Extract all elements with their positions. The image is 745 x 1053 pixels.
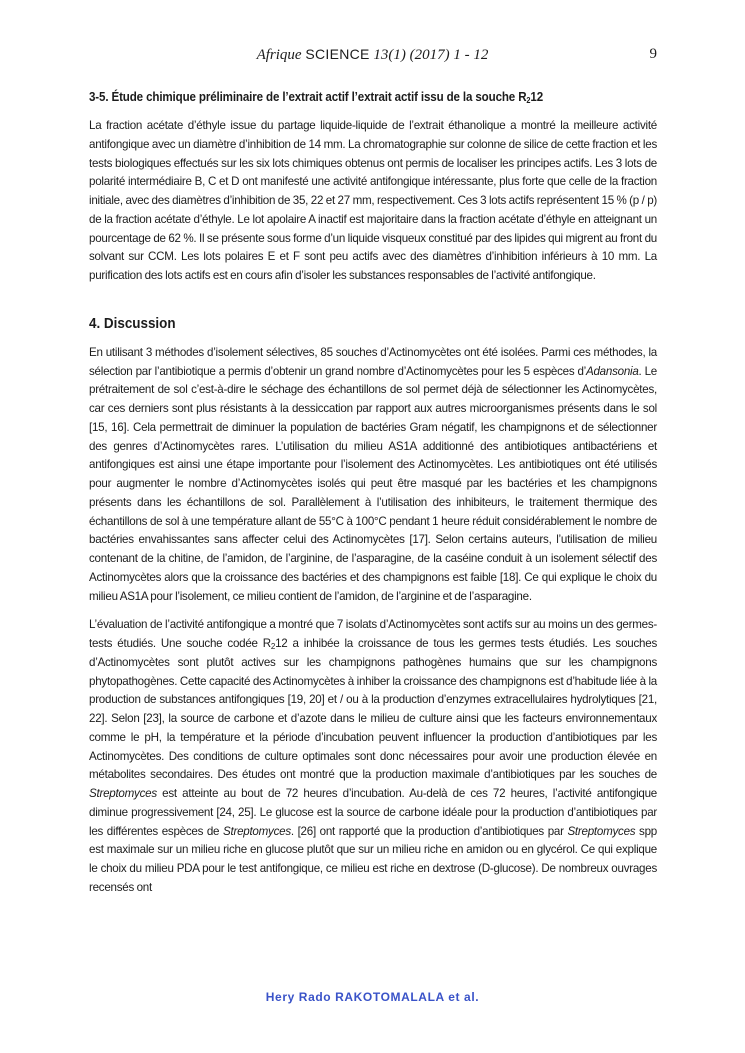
section-heading-3-5-suffix: 12	[530, 90, 544, 104]
p2-genus-streptomyces-2: Streptomyces	[223, 824, 291, 838]
journal-name-italic: Afrique	[256, 47, 302, 63]
journal-citation	[0, 46, 745, 64]
section-3-5-paragraph: La fraction acétate d’éthyle issue du partage liquide-liquide de l’extrait éthanolique a montré la meilleure activité antifongique avec un diamètre d’inhibition de 14 mm. La chromatographie sur colonne de silice de cette fraction et les tests biologiques effectués sur les six lots chimiques obtenus ont permis de localiser les principes actifs. Les 3 lots de polarité intermédiaire B, C et D ont manifesté une activité antifongique intéressante, plus forte que celle de la fraction initiale, avec des diamètres d’inhibition de 35, 22 et 27 mm, respectivement. Ces 3 lots actifs représentent 15 % (p / p) de la fraction acétate d’éthyle. Le lot apolaire A inactif est majoritaire dans la fraction acétate d’éthyle en atteignant un pourcentage de 62 %. Il se présente sous forme d’un liquide visqueux constitué par des lipides qui migrent au front du solvant sur CCM. Les lots polaires E et F sont peu actifs avec des diamètres d’inhibition inférieurs à 10 mm. La purification des lots actifs est en cours afin d’isoler les substances responsables de l’activité antifongique.	[89, 119, 657, 282]
p2-text-b: 12 a inhibée la croissance de tous les germes tests étudiés. Les souches d’Actinomycètes sont plutôt actives sur les champignons pathogènes humains que sur les champignons phytopathogènes. Cette capacité des Actinomycètes à inhiber la croissance des champignons est d’habitude liée à la production de substances antifongiques [19, 20] et / ou à la production d’enzymes extracellulaires hydrolytiques [21, 22]. Selon [23], la source de carbone et d’azote dans le milieu de culture ainsi que les facteurs environnementaux comme le pH, la température et la période d’incubation peuvent influencer la production d’antibiotiques par les Actinomycètes. Des conditions de culture optimales sont donc nécessaires pour avoir une production élevée en métabolites secondaires. Des études ont montré que la production maximale d’antibiotiques par les souches de	[89, 637, 657, 782]
section-heading-3-5	[89, 90, 612, 104]
journal-volume: 13(1) (2017) 1 - 12	[373, 47, 489, 63]
strain-subscript: 2	[526, 96, 531, 105]
p2-genus-streptomyces-1: Streptomyces	[89, 787, 157, 800]
p1-text-c: . Le prétraitement de sol c’est-à-dire le séchage des échantillons de sol permet déjà de sélectionner les Actinomycètes, car ces derniers sont plus résistants à la dessiccation par rapport aux autres microorganismes présents dans le sol [15, 16]. Cela permettrait de diminuer la population de bactéries Gram négatif, les champignons et de sélectionner des genres d’Actinomycètes rares. L’utilisation du milieu AS1A additionné des antibiotiques antibactériens et antifongiques est ainsi une étape importante pour l’isolement des Actinomycètes. Les antibiotiques ont été utilisés pour augmenter le nombre d’Actinomycètes isolés qui peut être masqué par les bactéries et les champignons présents dans les échantillons de sol. Parallèlement à l’utilisation des inhibiteurs, le traitement thermique des échantillons de sol à une température allant de 55°C à 100°C pendant 1 heure réduit considérablement le nombre de bactéries envahissantes sans affecter celui des Actinomycètes [17]. Selon certains auteurs, l’utilisation de milieu contenant de la chitine, de l’amidon, de l’arginine, de l’asparagine, de la caséine conduit à un isolement sélectif des Actinomycètes alors que la croissance des bactéries et des champignons est faible [18]. Ce qui explique le choix du milieu AS1A pour l’isolement, ce milieu contient de l’amidon, de l’arginine et de l’asparagine.	[89, 364, 657, 603]
p2-text-f: . [26] ont rapporté que la production d’antibiotiques par	[290, 824, 568, 838]
section-heading-3-5-text: 3-5. Étude chimique préliminaire de l’extrait actif l’extrait actif issu de la souche R	[89, 90, 527, 104]
p2-text-h: spp est maximale sur un milieu riche en glucose plutôt que sur un milieu riche en amidon ou en glycérol. Ce qui explique le choix du milieu PDA pour le test antifongique, ce milieu est riche en dextrose (D-glucose). De nombreux ouvrages recensés ont	[89, 824, 657, 894]
p2-strain-subscript: 2	[270, 642, 276, 651]
article-body	[89, 90, 657, 908]
footer-author: Hery Rado RAKOTOMALALA et al.	[265, 990, 480, 1004]
page-number: 9	[649, 46, 657, 62]
discussion-paragraph-1	[89, 344, 657, 607]
p1-genus-adansonia: Adansonia	[586, 364, 639, 378]
p2-genus-streptomyces-3: Streptomyces	[567, 824, 636, 838]
discussion-paragraph-2	[89, 616, 657, 897]
section-heading-discussion: 4. Discussion	[89, 315, 176, 332]
running-head	[0, 44, 745, 66]
p2-text-d: est atteinte au bout de 72 heures d’incubation. Au-delà de ces 72 heures, l’activité antifongique diminue progressivement [24, 25]. Le glucose est la source de carbone idéale pour la production d’antibiotiques par les différentes espèces de	[89, 787, 657, 838]
p1-text-a: En utilisant 3 méthodes d’isolement sélectives, 85 souches d’Actinomycètes ont été isolées. Parmi ces méthodes, la sélection par l’antibiotique a permis d’obtenir un grand nombre d’Actinomycètes pour les 5 espèces d’	[89, 345, 657, 378]
p2-text-a: L’évaluation de l’activité antifongique a montré que 7 isolats d’Actinomycètes sont actifs sur au moins un des germes-tests étudiés. Une souche codée R	[89, 618, 657, 650]
journal-name-caps: SCIENCE	[305, 46, 370, 62]
